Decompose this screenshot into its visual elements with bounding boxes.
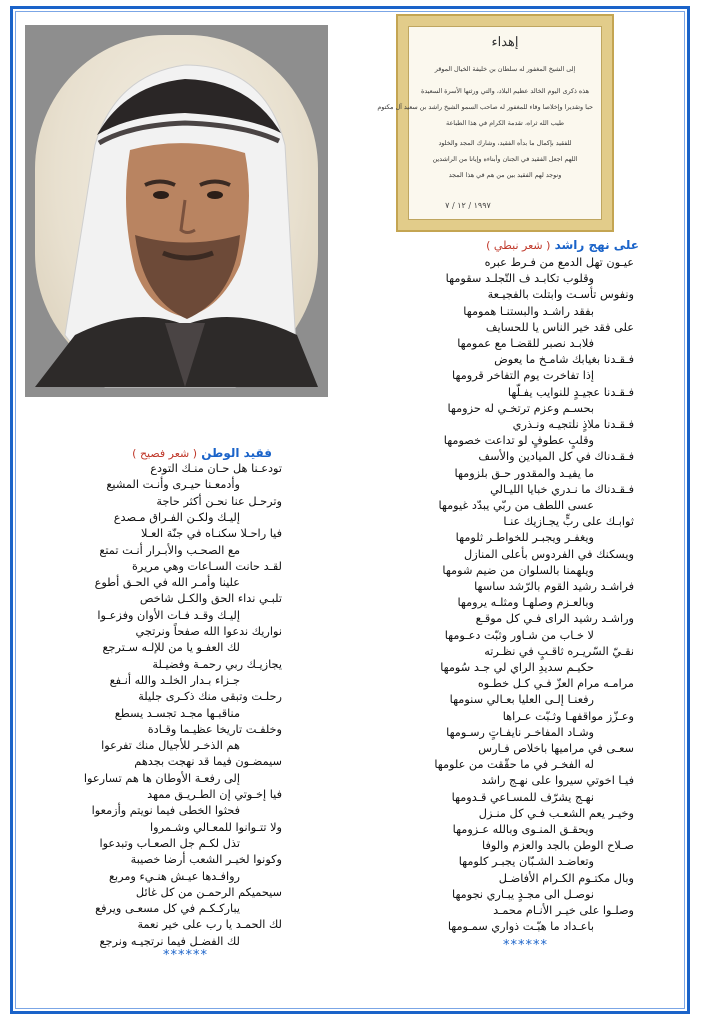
poem-left-verse: لقـد حانت السـاعات وهي مريرة bbox=[131, 559, 282, 573]
poem-right-verse: وبالعـزم وصلهـا ومثلـه يرومها bbox=[457, 596, 594, 610]
poem-right-verse: نهـج يشرّف للمسـاعي قـدومها bbox=[451, 790, 594, 804]
dedication-line: اللهم اجعل الفقيد في الجنان وأبناءه وإيانا من الراشدين bbox=[432, 155, 578, 163]
poem-right-verse: حكيـم سديدِ الراي لي جـد سُومها bbox=[440, 661, 594, 674]
poem-right-verse: ويغفـر ويجبـر للخواطـر ثلومها bbox=[455, 531, 594, 545]
poem-left-verse: لك الحمـد يا رب على خير نعمة bbox=[137, 918, 282, 932]
poem-left-subtitle: ( شعر فصيح ) bbox=[132, 447, 198, 460]
poem-left-verse: وخلفـت تاريخا عظيـما وقـادة bbox=[147, 722, 282, 736]
poem-right-verse: عيـون تهل الدمع من فـرط عبره bbox=[484, 256, 634, 269]
poem-right-verse: باعـداد ما هبّـت ذواري سمـومها bbox=[447, 920, 594, 934]
poem-right-verse: وقلبٍ عطوفٍ لو تداعت خصومها bbox=[443, 434, 594, 448]
poem-right-verse: وخيـر يعم الشعـب فـي كل منـزل bbox=[478, 806, 634, 820]
portrait-image bbox=[35, 35, 318, 387]
poem-left-verse: فيا إخـوتي إن الطـريـق ممهد bbox=[147, 788, 282, 801]
poem-right-verse: ويلهمنا بالسلوان من ضيم شومها bbox=[442, 563, 594, 577]
poem-right-verse: فـقـدناك ما نـدري خبايا الليـالي bbox=[490, 482, 634, 496]
poem-right-verse: صـلاح الوطن بالجد والعزم والوفا bbox=[482, 839, 634, 853]
poem-right-verse: وتعاضـد الشـبّان يجبـر كلومها bbox=[458, 855, 594, 869]
poem-left-verse: علينا وأمـر الله في الحـق أطوع bbox=[94, 576, 240, 590]
poem-left-verse: جـزاء بـدار الخلـد والله أنـفع bbox=[109, 673, 240, 687]
poem-right-subtitle: ( شعر نبطي ) bbox=[486, 239, 551, 252]
poem-right-verse: مرامـه مرام العزّ فـي كـل خطـوه bbox=[477, 677, 634, 691]
portrait-illustration bbox=[35, 35, 318, 387]
poem-right-verse: ونفوس تأسـت وابتلت بالفجيـعة bbox=[487, 288, 634, 302]
poem-right-verse: بفقد راشـد والبستنـا همومها bbox=[463, 304, 594, 318]
poem-right-verse: فـقـدنا عجيـدٍ للنوايب يفـلّها bbox=[507, 385, 634, 399]
poem-right-verse: عسى اللطف من ربّي يبدّد غيومها bbox=[438, 499, 594, 512]
poem-right-verse: فـقـدنا بغيابك شامـخ ما يعوض bbox=[494, 353, 634, 367]
poem-right-verse: وبال مكتـوم الكـرام الأفاضـل bbox=[498, 871, 634, 885]
poem-right-verse: ما يفيـد والمقدور حـق بلزومها bbox=[454, 466, 594, 480]
poem-left-verse: نواريك ندعوا الله صفحاً ونرتجي bbox=[135, 625, 282, 638]
poem-left-verse: يجازيـك ربي رحمـة وفضيـلة bbox=[152, 657, 282, 671]
poem-left-verse: يباركـكـم في كل مسعـى ويرفع bbox=[95, 902, 240, 916]
poem-right-verse: وراشـد رشيد الراى فـي كل موقـع bbox=[475, 612, 634, 626]
poem-right-verse: إذا تفاخرت يوم التفاخر قرومها bbox=[452, 369, 594, 383]
poem-right-title-text: على نهج راشد bbox=[554, 238, 639, 252]
poem-left-verse: رحلـت وتبقى منك ذكـرى جليلة bbox=[138, 690, 282, 704]
poem-left-end-mark: ****** bbox=[163, 948, 208, 963]
poem-right-title bbox=[486, 238, 639, 252]
dedication-frame bbox=[377, 14, 614, 232]
poem-right-verse: نقـيّ السّريـره ثاقـبٍ في نظـرته bbox=[484, 644, 634, 658]
poem-right-verse: رفعنـا إلـى العليا بعـالي سنومها bbox=[449, 693, 594, 707]
poem-left-verse: فحثوا الخطى فيما نويتم وأزمعوا bbox=[91, 804, 240, 818]
poem-left-verse: وأدمعـنا حيـرى وأنـت المشيع bbox=[106, 478, 240, 492]
poem-right-verse: فراشـد رشيد القوم بالرّشد ساسها bbox=[474, 580, 634, 593]
poem-left-verse: ولا تتـوانوا للمعـالي وشـمروا bbox=[150, 820, 282, 834]
dedication-line: هذه ذكرى اليوم الخالد عظيم البلاد، والتي ورثتها الأسرة السعيدة bbox=[420, 87, 589, 95]
poem-right-verse: لا خـاب من شـاور وثبّت دعـومها bbox=[444, 628, 594, 642]
poem-left-verse: مناقبـها مجـد تجسـد يسطع bbox=[114, 706, 240, 720]
poem-right-verse: وصلـوا على خيـر الأنـام محمـد bbox=[493, 904, 634, 917]
dedication-line: طيب الله ثراه، تقدمة الكرام في هذا الطباعة bbox=[446, 119, 564, 127]
poem-right-verse: وقلوب تكابـد ف التّجلـد سقومها bbox=[445, 272, 594, 286]
dedication-line: حبا وتقديرا وإخلاصا وفاء للمغفور له صاحب السمو الشيخ راشد بن سعيد آل مكتوم bbox=[377, 103, 593, 111]
poem-right-verse: سعـى في مراميها باخلاص فـارس bbox=[478, 742, 634, 755]
poem-right-verse: ويحقـق المنـوى وبالله عـزومها bbox=[452, 823, 594, 836]
poem-left-title-text: فقيد الوطن bbox=[201, 446, 272, 460]
poem-left-verse: تلبـي نداء الحق والكـل شاخص bbox=[139, 592, 282, 606]
poem-right-end-mark: ****** bbox=[503, 938, 548, 953]
poem-left-verse: سيحميكم الرحمـن من كل غائل bbox=[135, 885, 282, 899]
poem-right-verse: فيـا اخوتي سيروا على نهـج راشد bbox=[481, 774, 634, 788]
portrait-frame bbox=[25, 25, 328, 397]
dedication-paper bbox=[377, 26, 602, 220]
poem-left-verse: إلى رفعـة الأوطان ها هم تسارعوا bbox=[83, 771, 240, 785]
poem-right-verse: ثوابـك على ربٍّ يجـازيك عنـا bbox=[503, 515, 634, 529]
poem-right-verse: وشـاد المفاخـر نايفـاتٍ رسـومها bbox=[446, 725, 594, 739]
poem-left-verse: لك الفضـل فيما نرتجيـه ونرجع bbox=[99, 934, 240, 948]
poem-left-verse: هم الذخـر للأجيال منك تفرعوا bbox=[101, 739, 240, 753]
poem-left-verse: وكونوا لخيـر الشعب أرضا خصيبة bbox=[130, 853, 282, 867]
poem-right-verse: له الفخـر في ما حقّقت من علومها bbox=[434, 758, 594, 772]
poem-left-verse: مع الصحـب والأبـرار أنـت تمتع bbox=[99, 543, 240, 557]
dedication-line: ونوجد لهم الفقيد بين من هم في هذا المجد bbox=[448, 171, 562, 179]
poem-left-verse: روافـدها عيـش هنـيء ومربع bbox=[108, 869, 240, 883]
poem-right-verse: فلابـد نصبر للقضـا مع عمومها bbox=[457, 337, 594, 350]
poem-right-verse: بحسـم وعزم ترتخـي له حزومها bbox=[447, 401, 594, 415]
poem-left-title bbox=[132, 446, 272, 460]
poem-left-verse: فيا راحـلا سكنـاه في جنّة العـلا bbox=[141, 527, 282, 541]
dedication-date: ١٩٩٧ / ١٢ / ٧ bbox=[445, 201, 491, 210]
poem-right-verse: وعـزّز مواقفهـا وثـبّت عـراها bbox=[502, 709, 634, 723]
poem-left-verse: إليـك وقـد فـات الأوان وفزعـوا bbox=[97, 608, 240, 622]
poem-right-verse: نوصـل الى مجـدٍ يبـاري نجومها bbox=[452, 887, 594, 901]
poem-right-verse: فـقـدناك في كل الميادين والأسف bbox=[478, 450, 634, 464]
poem-right-verse: فـقـدنا ملاذٍ نلتجيـه ونـذري bbox=[512, 418, 634, 431]
poem-right-verse: على فقد خير الناس يا للحسايف bbox=[485, 320, 634, 334]
poem-left-verse: تودعـنا هل حـان منـك التودع bbox=[150, 462, 282, 475]
poem-left-verse: إليـك ولكـن الفـراق مـصدع bbox=[113, 510, 240, 524]
dedication-title: إهداء bbox=[491, 35, 519, 50]
poem-left-verse: لك العفـو يا من للإلـه سـترجع bbox=[102, 641, 240, 655]
dedication-line: إلى الشيخ المغفور له سلطان بن خليفة الخيال الموقر bbox=[434, 65, 576, 73]
dedication-line: للفقيد بإكمال ما بدأه الفقيد، وشارك المجد والخلود bbox=[438, 139, 572, 147]
poem-left-verse: سيمضـون فيما قد نهجت بجدهم bbox=[134, 755, 282, 769]
poem-left-verse: تذل لكـم جل الصعـاب وتبدعوا bbox=[99, 836, 240, 850]
poem-right-verse: ويسكنك في الفردوس بأعلى المنازل bbox=[464, 547, 634, 561]
poem-left-verse: وترحـل عنا نحـن أكثر حاجة bbox=[156, 494, 282, 508]
